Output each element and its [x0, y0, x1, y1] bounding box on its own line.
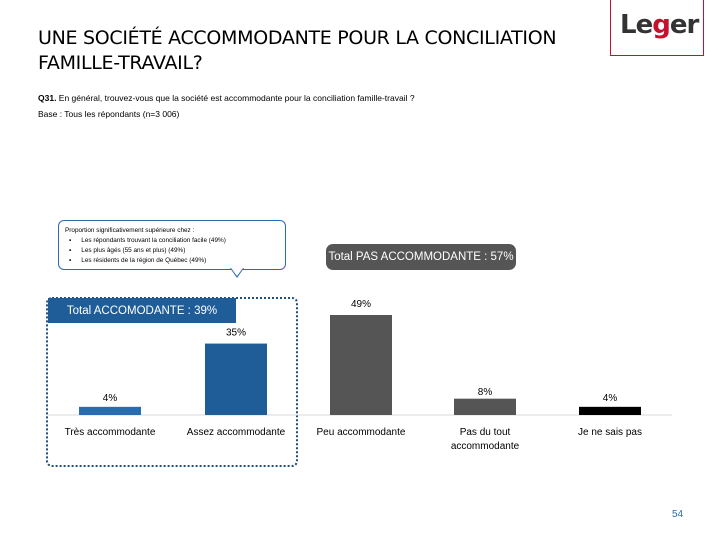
- question-code: Q31.: [38, 93, 57, 103]
- category-label-2: Assez accommodante: [186, 427, 286, 438]
- data-label-2: 35%: [225, 327, 247, 339]
- bar-3: [330, 315, 392, 415]
- title-line-1: UNE SOCIÉTÉ ACCOMMODANTE POUR LA CONCILIATION: [38, 27, 557, 49]
- bar-2: [205, 344, 267, 415]
- bar-1: [79, 407, 141, 415]
- logo-text-g: g: [652, 10, 670, 40]
- title-line-2: FAMILLE-TRAVAIL?: [38, 52, 203, 74]
- category-label-5: Je ne sais pas: [578, 427, 642, 438]
- bar-4: [454, 399, 516, 415]
- data-label-3: 49%: [350, 299, 372, 310]
- category-label-4: Pas du tout accommodante: [450, 427, 520, 452]
- data-label-5: 4%: [602, 393, 618, 404]
- data-label-1: 4%: [102, 393, 118, 404]
- category-label-3: Peu accommodante: [316, 427, 406, 438]
- page-number: 54: [672, 509, 684, 520]
- callout-item: ▪ Les plus âgés (55 ans et plus) (49%): [69, 246, 279, 256]
- question-body: En général, trouvez-vous que la société est accommodante pour la conciliation famille-travail ?: [56, 93, 415, 103]
- category-label-1: Très accommodante: [64, 427, 156, 438]
- callout-item: ▪ Les résidents de la région de Québec (49%): [69, 256, 279, 266]
- total-accommodante-label: Total ACCOMODANTE : 39%: [48, 298, 236, 323]
- data-label-4: 8%: [477, 387, 493, 398]
- callout-heading: Proportion significativement supérieure chez :: [65, 227, 195, 234]
- total-pas-accommodante-label: Total PAS ACCOMMODANTE : 57%: [326, 244, 516, 270]
- callout-item: ▪ Les répondants trouvant la conciliation facile (49%): [69, 236, 279, 246]
- logo-text-er: er: [669, 10, 699, 40]
- logo-text-le: Le: [620, 10, 653, 40]
- bar-5: [579, 407, 641, 415]
- base-text: Base : Tous les répondants (n=3 006): [38, 109, 180, 119]
